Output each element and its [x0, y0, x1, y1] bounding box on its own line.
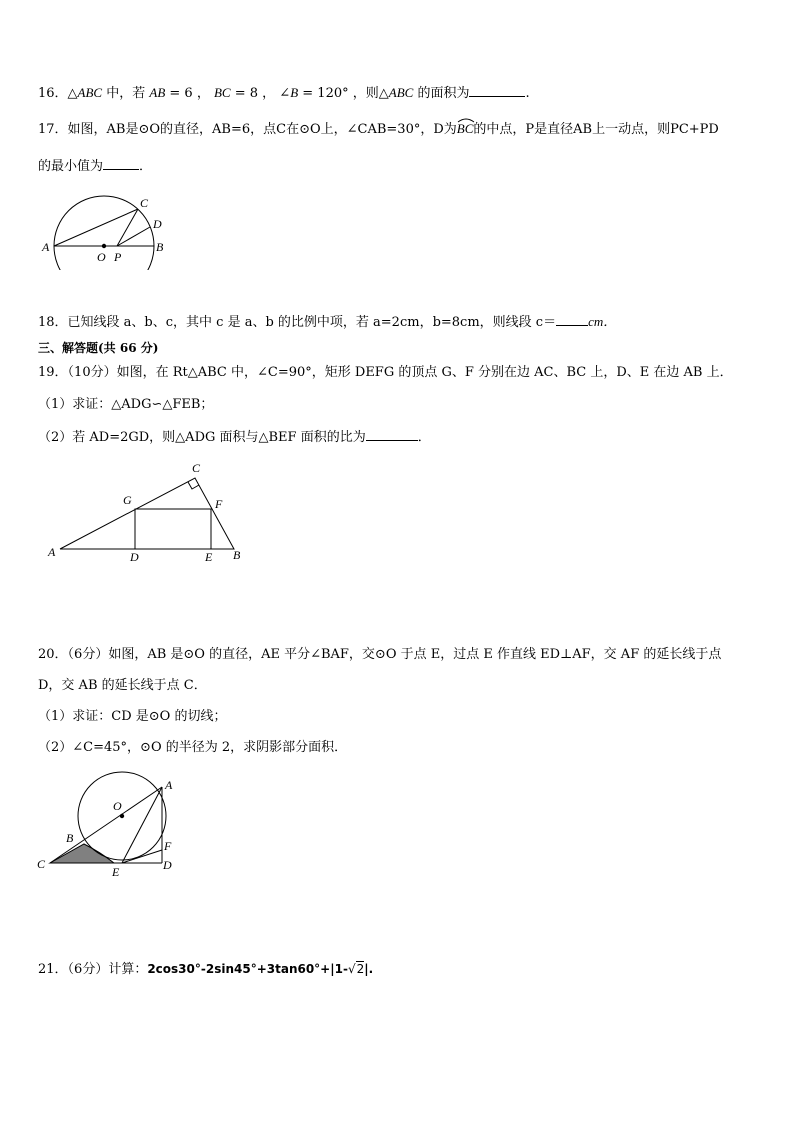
label-o: O [113, 799, 122, 813]
arc-label: BC [456, 121, 474, 136]
center-dot [102, 244, 106, 248]
q21-prefix: 21．（6分）计算： [38, 962, 148, 977]
center-dot [120, 814, 124, 818]
label-a: A [42, 240, 50, 254]
q19-end: ． [417, 430, 431, 445]
arc-bc [457, 121, 474, 136]
question-19: 19．（10分）如图，在 Rt△ABC 中，∠C=90°，矩形 DEFG 的顶点 G、F 分别在边 AC、BC 上，D、E 在边 AB 上． [38, 365, 733, 380]
q16-text: 中，若 [102, 86, 150, 101]
label-f: F [215, 497, 223, 511]
label-b: B [66, 831, 74, 845]
q18-text: 18．已知线段 a、b、c，其中 c 是 a、b 的比例中项，若 a=2cm，b=8cm，则线段 c＝ [38, 315, 557, 330]
q16-text: 的面积为 [413, 86, 470, 101]
q16-var: ABC [77, 85, 103, 100]
answer-blank[interactable] [556, 313, 588, 326]
rectangle-defg [135, 509, 211, 549]
label-f: F [164, 839, 172, 853]
q19-sub2-text: （2）若 AD=2GD，则△ADG 面积与△BEF 面积的比为 [38, 430, 366, 445]
label-g: G [123, 493, 132, 507]
q17-text: 的最小值为 [38, 159, 104, 174]
label-e: E [112, 865, 120, 879]
q16-end: . [525, 86, 530, 101]
question-17-line1 [38, 121, 719, 138]
label-b: B [233, 548, 241, 562]
figure-q17 [38, 190, 168, 270]
q16-text: = 120° ，则△ [298, 86, 389, 101]
triangle-abc [60, 478, 234, 549]
figure-q20 [34, 770, 184, 880]
label-p: P [114, 250, 122, 264]
q17-end: ． [139, 159, 153, 174]
section-heading: 三、解答题(共 66 分) [38, 341, 159, 355]
question-20-line2: D，交 AB 的延长线于点 C． [38, 678, 207, 693]
question-18 [38, 313, 616, 331]
q16-text: = 6 ， [165, 86, 214, 101]
line-ca [50, 787, 162, 863]
question-19-sub2 [38, 428, 431, 446]
label-a: A [48, 545, 56, 559]
q18-unit: cm． [588, 314, 617, 329]
question-20-sub1: （1）求证：CD 是⊙O 的切线； [38, 709, 227, 724]
question-20-line1: 20．（6分）如图，AB 是⊙O 的直径，AE 平分∠BAF，交⊙O 于点 E，过点 E 作直线 ED⊥AF，交 AF 的延长线于点 [38, 647, 722, 662]
q16-var: B [290, 85, 299, 100]
question-16 [38, 84, 530, 102]
label-d: D [163, 858, 172, 872]
q21-expression: 2cos30°-2sin45°+3tan60°+|1- [147, 962, 348, 976]
label-a: A [165, 778, 173, 792]
q16-var: BC [213, 85, 231, 100]
answer-blank[interactable] [103, 157, 139, 170]
q16-text: △ [67, 86, 78, 101]
label-e: E [205, 550, 213, 564]
q16-var: AB [149, 85, 166, 100]
q21-suffix: |. [364, 962, 374, 976]
shaded-region [50, 844, 114, 863]
label-c: C [140, 196, 149, 210]
q16-text: = 8 ， ∠ [230, 86, 291, 101]
label-b: B [156, 240, 164, 254]
label-d: D [130, 550, 139, 564]
q16-var: ABC [388, 85, 414, 100]
answer-blank[interactable] [469, 84, 525, 97]
question-20-sub2: （2）∠C=45°，⊙O 的半径为 2，求阴影部分面积． [38, 740, 348, 755]
figure-q19 [45, 458, 255, 568]
question-21 [38, 961, 373, 978]
label-d: D [153, 217, 162, 231]
arc-mark-icon [457, 117, 475, 123]
q17-text: 的中点，P是直径AB上一动点，则PC+PD [473, 122, 719, 137]
q16-number: 16． [38, 86, 68, 101]
sqrt-radicand: 2 [356, 962, 365, 976]
label-c: C [192, 461, 201, 475]
question-17-line2 [38, 157, 152, 175]
label-c: C [37, 857, 46, 871]
answer-blank[interactable] [366, 428, 418, 441]
question-19-sub1: （1）求证：△ADG∽△FEB； [38, 397, 214, 412]
label-o: O [97, 250, 106, 264]
q17-text: 17．如图，AB是⊙O的直径，AB=6，点C在⊙O上，∠CAB=30°，D为 [38, 122, 457, 137]
sqrt-symbol-icon: √ [347, 962, 356, 976]
segment-ac [54, 209, 138, 246]
sqrt-expression [348, 961, 364, 977]
